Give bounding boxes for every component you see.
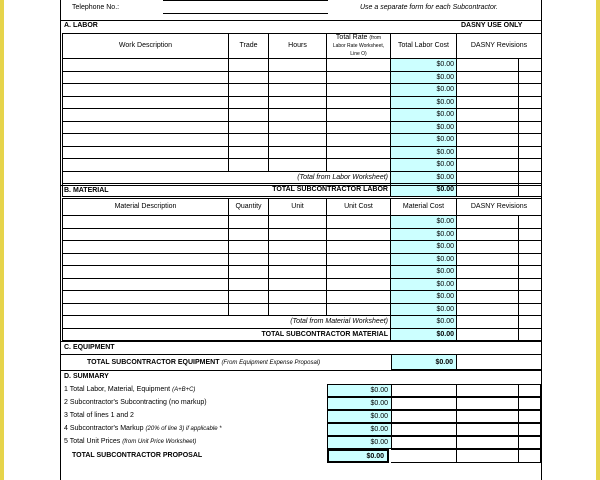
revision-cell[interactable] <box>457 216 519 229</box>
summary-revision-cell[interactable] <box>391 436 457 449</box>
revision-cell[interactable] <box>457 84 519 97</box>
material-input-cell[interactable] <box>63 278 229 291</box>
separate-form-note: Use a separate form for each Subcontractor. <box>360 4 498 11</box>
material-cost-cell[interactable]: $0.00 <box>391 266 457 279</box>
material-input-cell[interactable] <box>63 228 229 241</box>
revision-cell[interactable] <box>519 109 542 122</box>
labor-input-cell[interactable] <box>327 109 391 122</box>
labor-input-cell[interactable] <box>63 96 229 109</box>
revision-cell[interactable] <box>457 316 519 329</box>
labor-cost-cell[interactable]: $0.00 <box>391 59 457 72</box>
summary-row-text: Subcontractor's Markup <box>69 425 144 432</box>
summary-row-note: (A+B+C) <box>172 387 196 393</box>
material-section-title: B. MATERIAL <box>64 187 109 194</box>
revision-cell[interactable] <box>519 303 542 316</box>
labor-input-cell[interactable] <box>327 96 391 109</box>
revision-cell[interactable] <box>519 253 542 266</box>
summary-row-label <box>64 386 195 393</box>
labor-cost-cell[interactable]: $0.00 <box>391 96 457 109</box>
labor-worksheet-row <box>63 171 542 184</box>
revision-cell[interactable] <box>519 291 542 304</box>
summary-value-cell[interactable]: $0.00 <box>327 397 392 410</box>
summary-revision-cell[interactable] <box>391 449 457 463</box>
material-cost-cell[interactable]: $0.00 <box>391 253 457 266</box>
revision-cell[interactable] <box>457 121 519 134</box>
summary-revision-cell[interactable] <box>391 397 457 410</box>
total-labor-cost-header: Total Labor Cost <box>391 34 457 59</box>
summary-row-label <box>64 438 196 445</box>
revision-cell[interactable] <box>519 146 542 159</box>
material-input-cell[interactable] <box>269 278 327 291</box>
summary-revision-cell[interactable] <box>457 410 519 423</box>
summary-value-cell[interactable]: $0.00 <box>327 436 392 449</box>
labor-worksheet-label: (Total from Labor Worksheet) <box>63 171 391 184</box>
material-input-cell[interactable] <box>327 228 391 241</box>
labor-row <box>63 109 542 122</box>
dasny-revisions-header: DASNY Revisions <box>457 199 542 216</box>
labor-input-cell[interactable] <box>229 109 269 122</box>
summary-total-label: TOTAL SUBCONTRACTOR PROPOSAL <box>72 452 203 459</box>
trade-header: Trade <box>229 34 269 59</box>
labor-input-cell[interactable] <box>327 59 391 72</box>
material-input-cell[interactable] <box>63 291 229 304</box>
labor-table <box>62 33 542 197</box>
labor-input-cell[interactable] <box>327 84 391 97</box>
divider <box>60 370 542 371</box>
labor-cost-cell[interactable]: $0.00 <box>391 159 457 172</box>
material-input-cell[interactable] <box>269 253 327 266</box>
summary-revision-cell[interactable] <box>519 449 541 463</box>
labor-row <box>63 96 542 109</box>
summary-row-label <box>64 412 134 419</box>
material-row <box>63 278 542 291</box>
labor-input-cell[interactable] <box>269 159 327 172</box>
summary-row-text: Total Unit Prices <box>69 438 121 445</box>
material-cost-header: Material Cost <box>391 199 457 216</box>
revision-cell[interactable] <box>457 96 519 109</box>
material-row <box>63 266 542 279</box>
labor-input-cell[interactable] <box>269 121 327 134</box>
labor-row <box>63 84 542 97</box>
material-cost-cell[interactable]: $0.00 <box>391 291 457 304</box>
summary-revision-cell[interactable] <box>519 397 541 410</box>
total-rate-header <box>327 34 391 59</box>
labor-cost-cell[interactable]: $0.00 <box>391 109 457 122</box>
labor-input-cell[interactable] <box>63 159 229 172</box>
material-input-cell[interactable] <box>327 216 391 229</box>
material-cost-cell[interactable]: $0.00 <box>391 216 457 229</box>
summary-row-label <box>64 399 207 406</box>
labor-input-cell[interactable] <box>229 121 269 134</box>
summary-revision-cell[interactable] <box>519 436 541 449</box>
summary-section-title: D. SUMMARY <box>64 373 109 380</box>
divider <box>60 185 542 186</box>
revision-cell[interactable] <box>519 316 542 329</box>
labor-row <box>63 71 542 84</box>
labor-cost-cell[interactable]: $0.00 <box>391 146 457 159</box>
labor-input-cell[interactable] <box>327 71 391 84</box>
revision-cell[interactable] <box>519 134 542 147</box>
labor-worksheet-value[interactable]: $0.00 <box>391 171 457 184</box>
labor-input-cell[interactable] <box>229 146 269 159</box>
labor-input-cell[interactable] <box>63 84 229 97</box>
quantity-header: Quantity <box>229 199 269 216</box>
dasny-revisions-header: DASNY Revisions <box>457 34 542 59</box>
material-worksheet-label: (Total from Material Worksheet) <box>63 316 391 329</box>
material-input-cell[interactable] <box>229 291 269 304</box>
labor-input-cell[interactable] <box>229 134 269 147</box>
revision-cell[interactable] <box>519 159 542 172</box>
labor-input-cell[interactable] <box>327 134 391 147</box>
summary-revision-cell[interactable] <box>519 384 541 397</box>
revision-cell[interactable] <box>519 241 542 254</box>
revision-cell[interactable] <box>519 121 542 134</box>
material-input-cell[interactable] <box>327 253 391 266</box>
material-input-cell[interactable] <box>229 241 269 254</box>
summary-revision-cell[interactable] <box>457 384 519 397</box>
summary-row-text: Total Labor, Material, Equipment <box>69 386 171 393</box>
summary-row-text: Subcontractor's Subcontracting (no markup) <box>69 399 207 406</box>
telephone-field[interactable] <box>163 0 328 14</box>
revision-cell[interactable] <box>457 134 519 147</box>
revision-cell[interactable] <box>519 266 542 279</box>
material-header-row <box>63 199 542 216</box>
total-rate-label: Total Rate <box>335 34 368 41</box>
revision-cell[interactable] <box>457 266 519 279</box>
telephone-label: Telephone No.: <box>72 4 120 11</box>
material-input-cell[interactable] <box>229 253 269 266</box>
material-worksheet-row <box>63 316 542 329</box>
material-input-cell[interactable] <box>269 228 327 241</box>
summary-row-number: 3 <box>64 412 68 419</box>
material-input-cell[interactable] <box>269 266 327 279</box>
summary-revision-cell[interactable] <box>519 410 541 423</box>
summary-row-note: (from Unit Price Worksheet) <box>122 439 197 445</box>
material-description-header: Material Description <box>63 199 229 216</box>
revision-cell[interactable] <box>519 171 542 184</box>
revision-cell[interactable] <box>457 291 519 304</box>
revision-cell[interactable] <box>519 228 542 241</box>
revision-cell[interactable] <box>519 84 542 97</box>
revision-cell[interactable] <box>519 96 542 109</box>
material-row <box>63 228 542 241</box>
material-input-cell[interactable] <box>229 216 269 229</box>
summary-revision-cell[interactable] <box>457 397 519 410</box>
labor-row <box>63 59 542 72</box>
labor-input-cell[interactable] <box>269 109 327 122</box>
equipment-total-value: $0.00 <box>391 354 457 370</box>
summary-revision-cell[interactable] <box>457 436 519 449</box>
material-cost-cell[interactable]: $0.00 <box>391 278 457 291</box>
labor-row <box>63 134 542 147</box>
material-row <box>63 241 542 254</box>
summary-revision-cell[interactable] <box>391 410 457 423</box>
summary-revision-cell[interactable] <box>519 423 541 436</box>
summary-row-number: 2 <box>64 399 68 406</box>
revision-cell[interactable] <box>519 216 542 229</box>
revision-cell[interactable] <box>519 59 542 72</box>
summary-revision-cell[interactable] <box>391 384 457 397</box>
equipment-total-label <box>87 359 320 366</box>
material-input-cell[interactable] <box>63 241 229 254</box>
labor-cost-cell[interactable]: $0.00 <box>391 121 457 134</box>
material-cost-cell[interactable]: $0.00 <box>391 241 457 254</box>
labor-total-value: $0.00 <box>391 184 457 197</box>
equipment-revision-cell[interactable] <box>457 354 542 370</box>
material-row <box>63 291 542 304</box>
material-input-cell[interactable] <box>327 241 391 254</box>
summary-row-number: 5 <box>64 438 68 445</box>
equipment-total-note: (From Equipment Expense Proposal) <box>221 360 321 366</box>
labor-input-cell[interactable] <box>269 96 327 109</box>
revision-cell[interactable] <box>457 59 519 72</box>
material-input-cell[interactable] <box>229 278 269 291</box>
labor-cost-cell[interactable]: $0.00 <box>391 84 457 97</box>
labor-input-cell[interactable] <box>229 59 269 72</box>
labor-total-label: TOTAL SUBCONTRACTOR LABOR <box>63 184 391 197</box>
revision-cell[interactable] <box>457 228 519 241</box>
summary-row-note: (20% of line 3) if applicable * <box>145 426 222 432</box>
divider <box>60 341 542 342</box>
revision-cell[interactable] <box>457 171 519 184</box>
labor-input-cell[interactable] <box>269 134 327 147</box>
material-cost-cell[interactable]: $0.00 <box>391 303 457 316</box>
labor-input-cell[interactable] <box>269 71 327 84</box>
labor-row <box>63 146 542 159</box>
revision-cell[interactable] <box>457 71 519 84</box>
material-input-cell[interactable] <box>269 241 327 254</box>
summary-row-number: 1 <box>64 386 68 393</box>
work-description-header: Work Description <box>63 34 229 59</box>
labor-row <box>63 121 542 134</box>
revision-cell[interactable] <box>519 328 542 341</box>
material-input-cell[interactable] <box>327 303 391 316</box>
material-input-cell[interactable] <box>63 266 229 279</box>
summary-row-text: Total of lines 1 and 2 <box>69 412 134 419</box>
labor-input-cell[interactable] <box>63 121 229 134</box>
revision-cell[interactable] <box>457 241 519 254</box>
material-total-label: TOTAL SUBCONTRACTOR MATERIAL <box>63 328 391 341</box>
material-row <box>63 216 542 229</box>
material-total-row <box>63 328 542 341</box>
labor-input-cell[interactable] <box>229 159 269 172</box>
labor-input-cell[interactable] <box>63 71 229 84</box>
hours-header: Hours <box>269 34 327 59</box>
labor-input-cell[interactable] <box>229 71 269 84</box>
labor-input-cell[interactable] <box>63 109 229 122</box>
material-cost-cell[interactable]: $0.00 <box>391 228 457 241</box>
revision-cell[interactable] <box>457 303 519 316</box>
material-input-cell[interactable] <box>269 216 327 229</box>
labor-input-cell[interactable] <box>327 146 391 159</box>
revision-cell[interactable] <box>457 278 519 291</box>
material-total-value: $0.00 <box>391 328 457 341</box>
summary-revision-cell[interactable] <box>457 449 519 463</box>
equipment-total-text: TOTAL SUBCONTRACTOR EQUIPMENT <box>87 359 220 366</box>
total-rate-note: (from Labor Rate Worksheet, Line O) <box>332 35 385 57</box>
material-row <box>63 253 542 266</box>
material-input-cell[interactable] <box>63 216 229 229</box>
revision-cell[interactable] <box>457 146 519 159</box>
material-input-cell[interactable] <box>327 278 391 291</box>
labor-input-cell[interactable] <box>269 59 327 72</box>
labor-input-cell[interactable] <box>63 134 229 147</box>
material-input-cell[interactable] <box>63 253 229 266</box>
labor-input-cell[interactable] <box>229 84 269 97</box>
summary-revision-cell[interactable] <box>391 423 457 436</box>
labor-input-cell[interactable] <box>63 146 229 159</box>
revision-cell[interactable] <box>519 278 542 291</box>
material-input-cell[interactable] <box>229 228 269 241</box>
labor-input-cell[interactable] <box>327 159 391 172</box>
labor-cost-cell[interactable]: $0.00 <box>391 71 457 84</box>
material-input-cell[interactable] <box>63 303 229 316</box>
labor-input-cell[interactable] <box>327 121 391 134</box>
summary-total-value: $0.00 <box>327 449 389 463</box>
summary-revision-cell[interactable] <box>457 423 519 436</box>
labor-input-cell[interactable] <box>269 146 327 159</box>
equipment-section-title: C. EQUIPMENT <box>64 344 115 351</box>
labor-section-title: A. LABOR <box>64 22 98 29</box>
material-input-cell[interactable] <box>229 266 269 279</box>
labor-cost-cell[interactable]: $0.00 <box>391 134 457 147</box>
labor-input-cell[interactable] <box>269 84 327 97</box>
labor-header-row <box>63 34 542 59</box>
material-worksheet-value[interactable]: $0.00 <box>391 316 457 329</box>
material-table <box>62 198 542 341</box>
divider <box>60 20 542 21</box>
dasny-use-only-label: DASNY USE ONLY <box>461 22 523 29</box>
material-input-cell[interactable] <box>269 303 327 316</box>
revision-cell[interactable] <box>519 71 542 84</box>
revision-cell[interactable] <box>457 328 519 341</box>
labor-input-cell[interactable] <box>63 59 229 72</box>
revision-cell[interactable] <box>457 109 519 122</box>
summary-value-cell[interactable]: $0.00 <box>327 410 392 423</box>
summary-row-label <box>64 425 222 432</box>
revision-cell[interactable] <box>457 253 519 266</box>
summary-row-number: 4 <box>64 425 68 432</box>
material-input-cell[interactable] <box>269 291 327 304</box>
labor-row <box>63 159 542 172</box>
summary-value-cell[interactable]: $0.00 <box>327 423 392 436</box>
unit-cost-header: Unit Cost <box>327 199 391 216</box>
labor-input-cell[interactable] <box>229 96 269 109</box>
unit-header: Unit <box>269 199 327 216</box>
material-input-cell[interactable] <box>229 303 269 316</box>
material-input-cell[interactable] <box>327 291 391 304</box>
summary-value-cell[interactable]: $0.00 <box>327 384 392 397</box>
revision-cell[interactable] <box>457 159 519 172</box>
material-input-cell[interactable] <box>327 266 391 279</box>
material-row <box>63 303 542 316</box>
